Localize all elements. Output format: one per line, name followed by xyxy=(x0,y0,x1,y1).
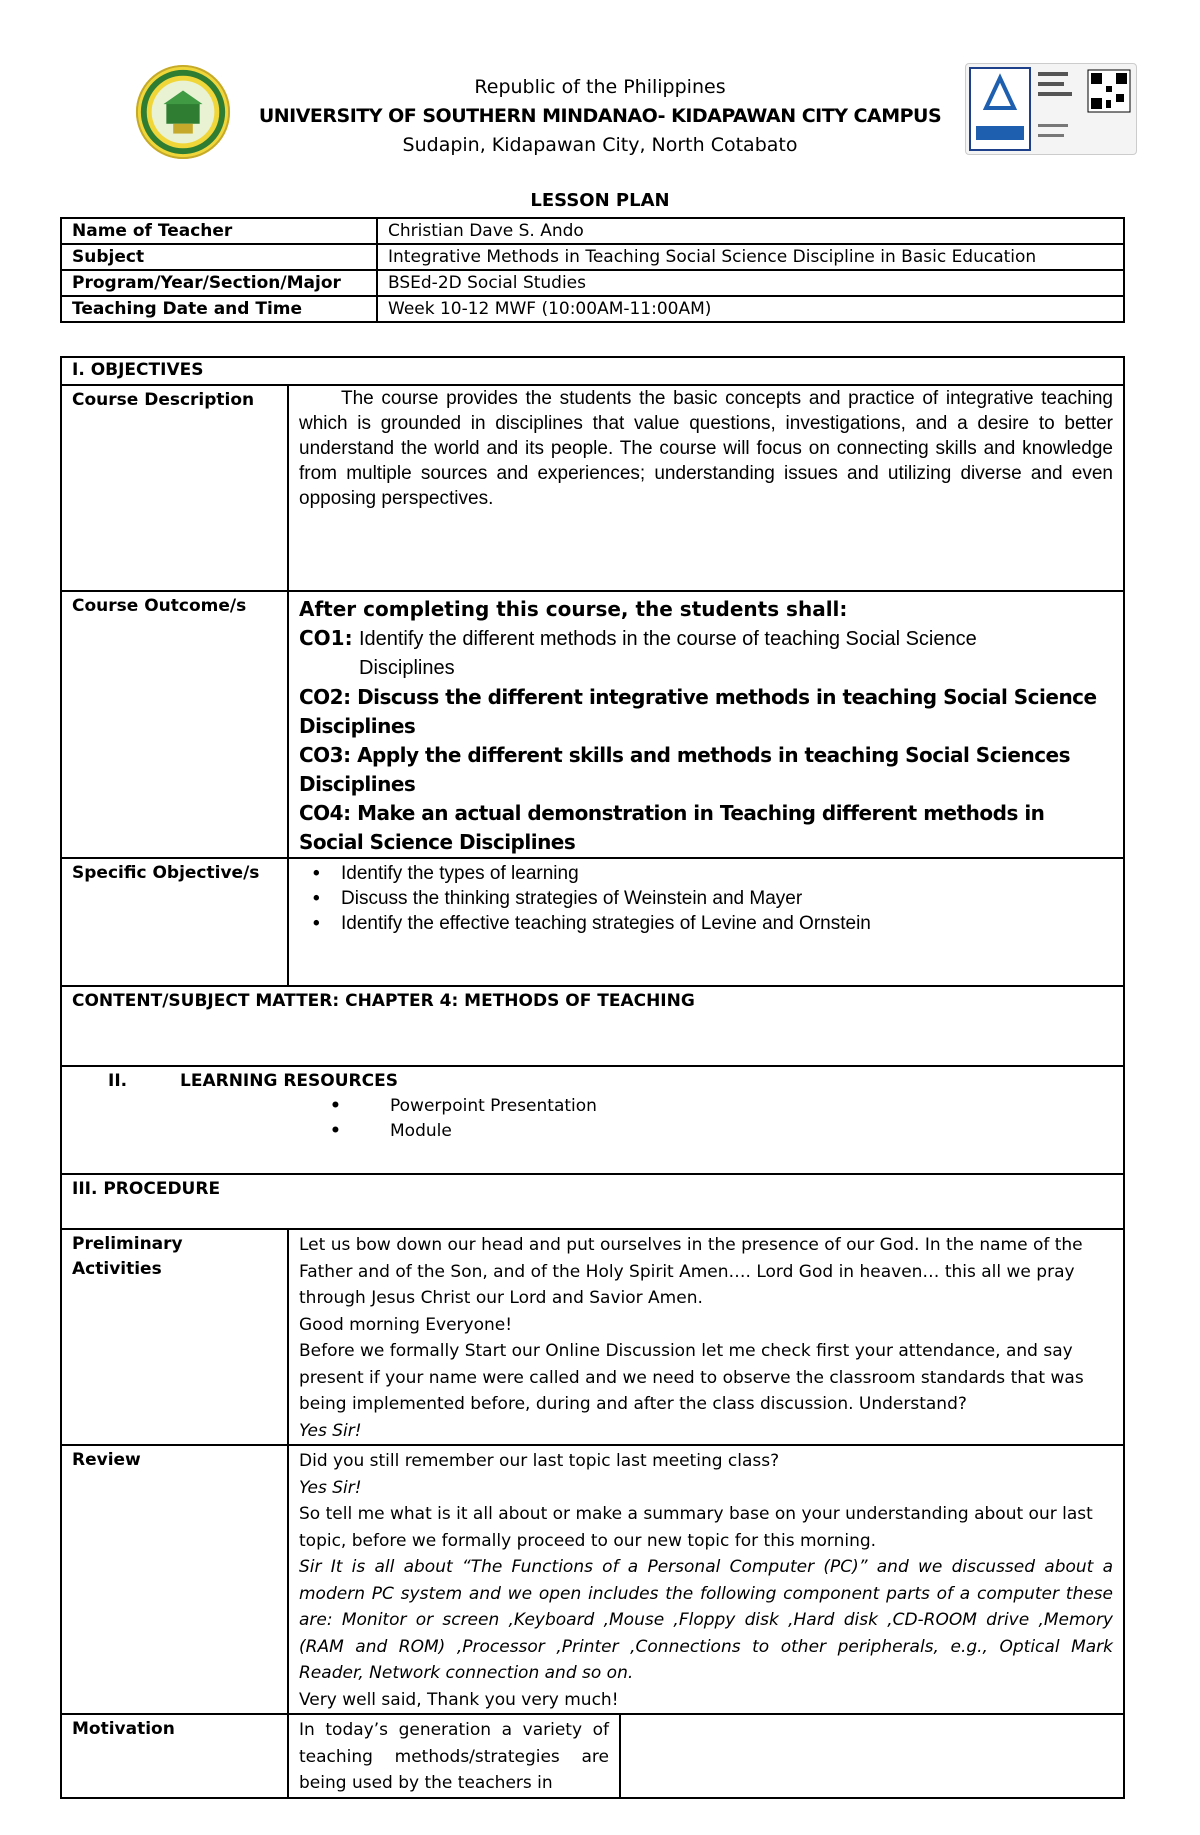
teacher-info-table xyxy=(60,217,1125,323)
review-response: Yes Sir! xyxy=(299,1477,362,1498)
table-row xyxy=(61,385,1124,591)
outcome-co1 xyxy=(299,624,1113,654)
preliminary-prayer: Let us bow down our head and put ourselves in the presence of our God. In the name of the Father and of the Son, and of the Holy Spirit Amen…. Lord God in heaven… this all we pray through Jesus Christ our Lord and Savior Amen. xyxy=(299,1235,1083,1308)
review-thanks: Very well said, Thank you very much! xyxy=(299,1689,619,1710)
motivation-label: Motivation xyxy=(61,1714,288,1798)
resources-title: LEARNING RESOURCES xyxy=(180,1071,398,1091)
preliminary-activities-label: Preliminary Activities xyxy=(61,1229,288,1445)
tuv-certification-icon xyxy=(966,64,1136,154)
info-value: Integrative Methods in Teaching Social Science Discipline in Basic Education xyxy=(377,244,1124,270)
info-value: Christian Dave S. Ando xyxy=(377,218,1124,244)
learning-resources-cell xyxy=(61,1066,1124,1174)
preliminary-attendance: Before we formally Start our Online Discussion let me check first your attendance, and say present if your name were called and we need to observe the classroom standards that was being implemented before, during and after the class discussion. Understand? xyxy=(299,1341,1084,1414)
co4-text: : Make an actual demonstration in Teaching different methods in Social Science Disciplines xyxy=(299,801,1045,854)
table-row xyxy=(61,1445,1124,1714)
review-label: Review xyxy=(61,1445,288,1714)
table-row xyxy=(61,270,1124,296)
list-item: • Powerpoint Presentation xyxy=(72,1094,1113,1119)
co4-tag: CO4 xyxy=(299,801,344,825)
co1-tag: CO1: xyxy=(299,626,353,650)
co3-text: : Apply the different skills and methods in teaching Social Sciences Disciplines xyxy=(299,743,1071,796)
course-outcomes-cell xyxy=(288,591,1124,858)
content-subject-matter: CONTENT/SUBJECT MATTER: CHAPTER 4: METHODS OF TEACHING xyxy=(61,986,1124,1066)
table-row xyxy=(61,357,1124,385)
list-item: • Module xyxy=(72,1119,1113,1144)
co2-tag: CO2: xyxy=(299,685,351,709)
university-name: UNIVERSITY OF SOUTHERN MINDANAO- KIDAPAWAN CITY CAMPUS xyxy=(258,105,942,127)
outcomes-intro: After completing this course, the students shall: xyxy=(299,597,848,621)
review-prompt: So tell me what is it all about or make a summary base on your understanding about our last topic, before we formally proceed to our new topic for this morning. xyxy=(299,1504,1093,1551)
course-description-text: The course provides the students the basic concepts and practice of integrative teaching which is grounded in disciplines that value questions, investigations, and a desire to better understand the world and its people. The course will focus on connecting skills and knowledge from multiple sources and experiences; understanding issues and utilizing diverse and even opposing perspectives. xyxy=(288,385,1124,591)
specific-objectives-cell xyxy=(288,858,1124,986)
specific-objectives-list xyxy=(299,861,1113,936)
course-description-label: Course Description xyxy=(61,385,288,591)
outcome-co2 xyxy=(299,683,1113,741)
outcome-co4 xyxy=(299,799,1113,857)
outcome-co3 xyxy=(299,741,1113,799)
procedure-heading: III. PROCEDURE xyxy=(61,1174,1124,1229)
table-row xyxy=(61,1174,1124,1229)
co2-text: Discuss the different integrative methods in teaching Social Science Disciplines xyxy=(299,685,1097,738)
lesson-plan-table xyxy=(60,356,1125,1799)
table-row xyxy=(61,218,1124,244)
review-cell xyxy=(288,1445,1124,1714)
table-row xyxy=(61,591,1124,858)
certification-badge xyxy=(965,63,1137,155)
motivation-cell xyxy=(288,1714,1124,1798)
info-key: Subject xyxy=(61,244,377,270)
co3-tag: CO3 xyxy=(299,743,344,767)
resources-list xyxy=(72,1094,1113,1144)
review-question: Did you still remember our last topic last meeting class? xyxy=(299,1451,780,1471)
table-row xyxy=(61,1714,1124,1798)
objectives-heading: I. OBJECTIVES xyxy=(61,357,1124,385)
learning-resources-heading xyxy=(72,1069,1113,1094)
list-item: • Discuss the thinking strategies of Weinstein and Mayer xyxy=(299,886,1113,911)
list-item: • Identify the effective teaching strategies of Levine and Ornstein xyxy=(299,911,1113,936)
specific-objectives-label: Specific Objective/s xyxy=(61,858,288,986)
table-row xyxy=(61,986,1124,1066)
table-row xyxy=(61,1066,1124,1174)
preliminary-activities-cell xyxy=(288,1229,1124,1445)
table-row xyxy=(61,1229,1124,1445)
motivation-empty-column xyxy=(621,1715,1123,1797)
motivation-text: In today’s generation a variety of teaching methods/strategies are being used by the teachers in xyxy=(289,1715,621,1797)
institution-header xyxy=(235,72,965,160)
info-key: Program/Year/Section/Major xyxy=(61,270,377,296)
info-value: Week 10-12 MWF (10:00AM-11:00AM) xyxy=(377,296,1124,322)
info-key: Teaching Date and Time xyxy=(61,296,377,322)
document-title: LESSON PLAN xyxy=(530,190,670,211)
campus-address: Sudapin, Kidapawan City, North Cotabato xyxy=(402,134,798,156)
motivation-split xyxy=(289,1715,1123,1797)
co1-continuation: Disciplines xyxy=(359,657,455,679)
preliminary-response: Yes Sir! xyxy=(299,1420,362,1441)
table-row xyxy=(61,858,1124,986)
resources-number: II. xyxy=(108,1071,128,1091)
co1-text: Identify the different methods in the course of teaching Social Science xyxy=(358,628,977,650)
preliminary-greeting: Good morning Everyone! xyxy=(299,1314,513,1335)
republic-line: Republic of the Philippines xyxy=(474,76,726,98)
info-value: BSEd-2D Social Studies xyxy=(377,270,1124,296)
course-outcomes-label: Course Outcome/s xyxy=(61,591,288,858)
table-row xyxy=(61,244,1124,270)
info-key: Name of Teacher xyxy=(61,218,377,244)
table-row xyxy=(61,296,1124,322)
list-item: • Identify the types of learning xyxy=(299,861,1113,886)
review-summary: Sir It is all about “The Functions of a Personal Computer (PC)” and we discussed about a modern PC system and we open includes the following component parts of a computer these are: Monitor or screen ,Keyboard ,Mouse ,Floppy disk ,Hard disk ,CD-ROOM drive ,Memory (RAM and ROM) ,Processor ,Printer ,Connections to other peripherals, e.g., Optical Mark Reader, Network connection and so on. xyxy=(299,1557,1113,1683)
university-seal-icon xyxy=(134,63,232,161)
